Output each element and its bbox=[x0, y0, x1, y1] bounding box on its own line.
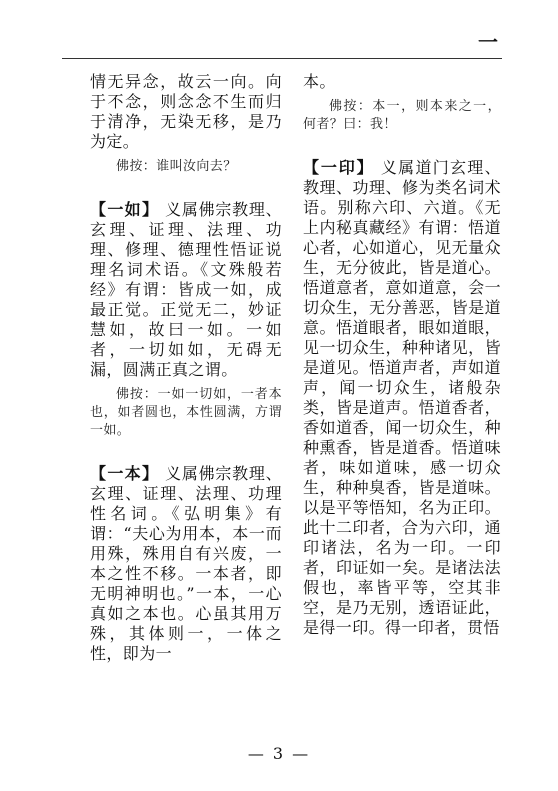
right-column bbox=[303, 72, 501, 644]
entry-title-yiben: 【一本】 bbox=[90, 464, 160, 483]
entry-body-yiyin: 义属道门玄理、教理、功理、修为类名词术语。别称六印、六道。《无上内秘真藏经》有谓：悟道心者，心如道心，见无量众生，无分彼此，皆是道心。悟道意者，意如道意，会一切众生，无分善恶，皆是道意。悟道眼者，眼如道眼，见一切众生，种种诸见，皆是道见。悟道声者，声如道声，闻一切众生，诸般杂类，皆是道声。悟道香者，香如道香，闻一切众生，种种熏香，皆是道香。悟道味者，味如道味，感一切众生，种种臭香，皆是道味。以是平等悟知，名为正印。此十二印者，合为六印，通印诸法，名为一印。一印者，印证如一矣。是诸法法假也，率皆平等，空其非空，是乃无别，透语证此，是得一印。得一印者，贯悟 bbox=[303, 158, 501, 637]
spacer bbox=[303, 140, 501, 158]
left-note-1: 佛按：谁叫汝向去？ bbox=[116, 159, 237, 174]
entry-yiru bbox=[90, 200, 282, 380]
page-number: — 3 — bbox=[247, 744, 311, 763]
running-head: 一 bbox=[478, 30, 498, 54]
spacer bbox=[90, 446, 282, 464]
header-rule bbox=[62, 58, 502, 59]
right-note-1: 佛按：本一，则本来之一，何者？曰：我！ bbox=[303, 99, 501, 132]
entry-yiyin bbox=[303, 158, 501, 638]
entry-yiben bbox=[90, 464, 282, 664]
right-paragraph-1: 本。 bbox=[303, 72, 336, 91]
left-paragraph-1: 情无异念，故云一向。向于不念，则念念不生而归于清净，无染无移，是乃为定。 bbox=[90, 72, 282, 151]
entry-body-yiben: 义属佛宗教理、玄理、证理、法理、功理性名词。《弘明集》有谓：“夫心为用本，本一而用殊，殊用自有兴废，一本之性不移。一本者，即无明神明也。”一本，一心真如之本也。心虽其用万殊，其体则一，一体之性，即为一 bbox=[90, 464, 282, 663]
note-yiru: 佛按：一如一切如，一者本也，如者圆也，本性圆满，方谓一如。 bbox=[90, 387, 282, 438]
entry-title-yiyin: 【一印】 bbox=[303, 158, 375, 177]
left-column bbox=[90, 72, 282, 670]
entry-body-yiru: 义属佛宗教理、玄理、证理、法理、功理、修理、德理性悟证说理名词术语。《文殊般若经》有谓：皆成一如，成最正觉。正觉无二，妙证慧如，故曰一如。一如者，一切如如，无碍无漏，圆满正真之谓。 bbox=[90, 200, 282, 379]
spacer bbox=[90, 182, 282, 200]
entry-title-yiru: 【一如】 bbox=[90, 200, 160, 219]
